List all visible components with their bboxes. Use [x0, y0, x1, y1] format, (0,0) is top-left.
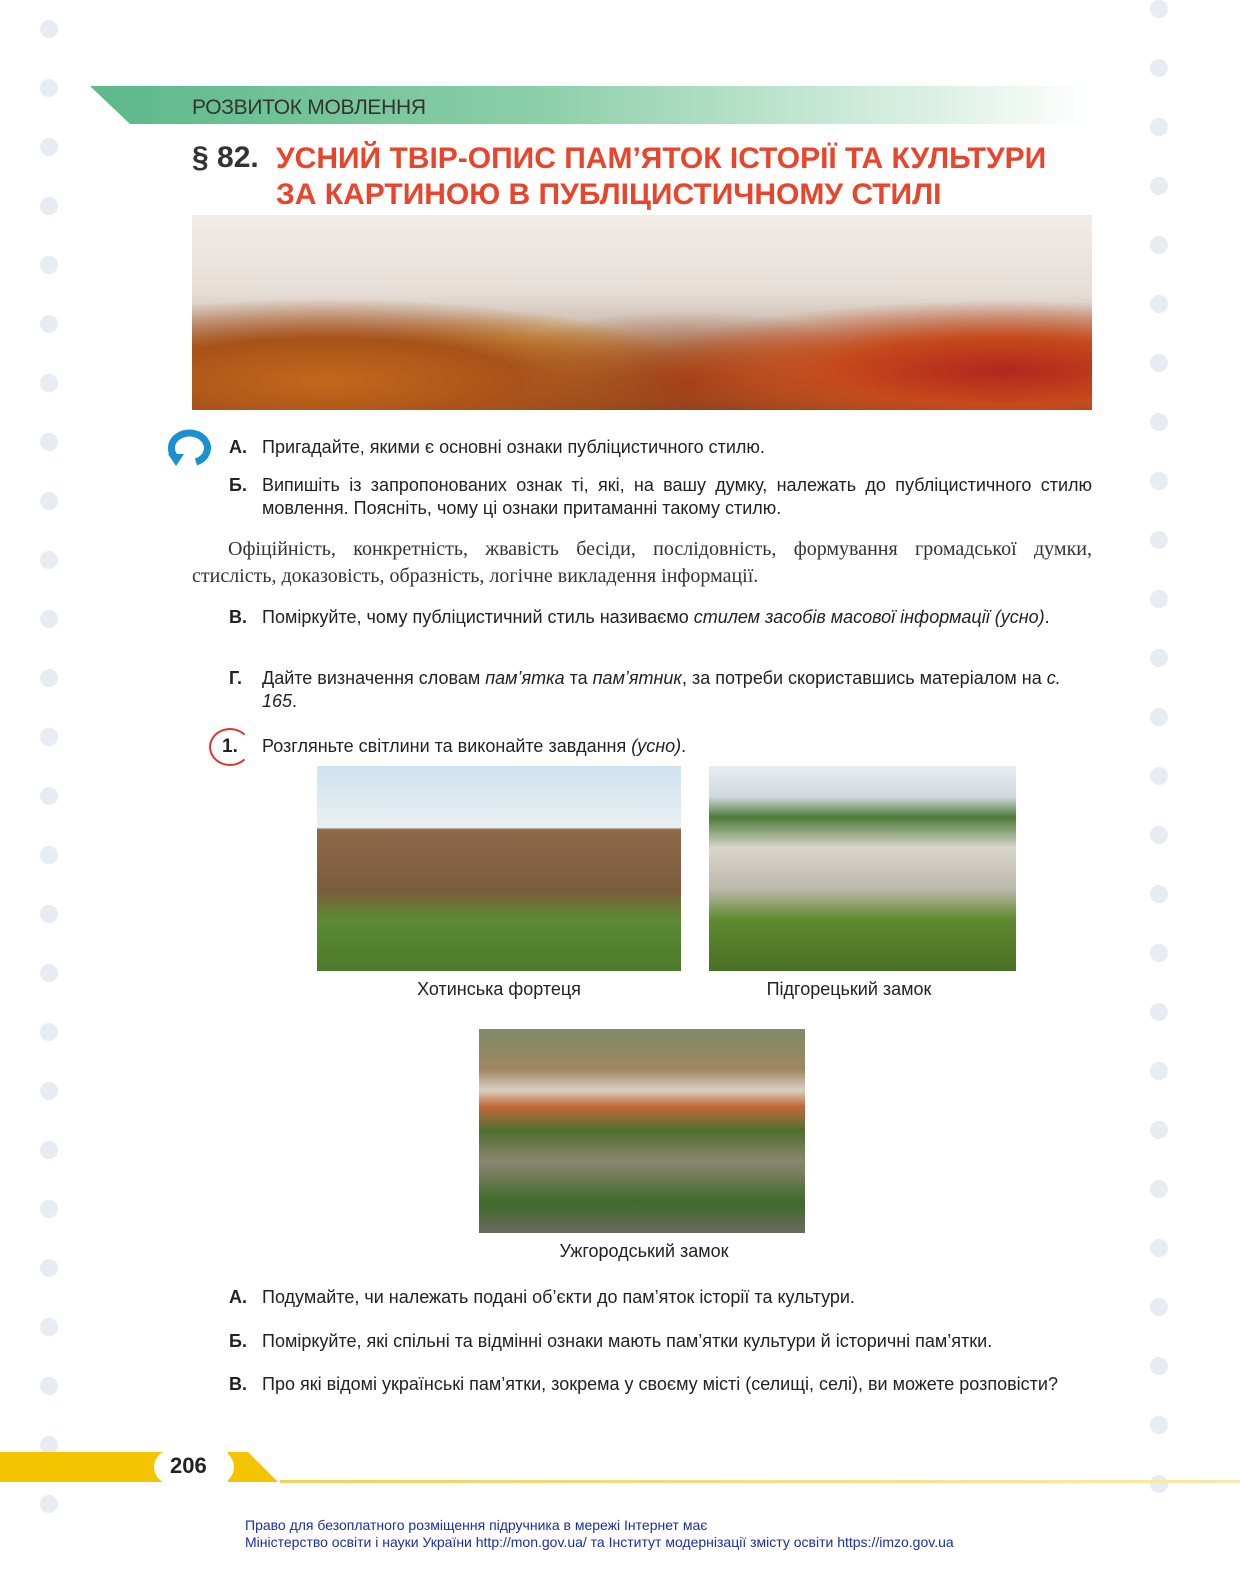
watermark-logo-icon — [40, 787, 58, 805]
features-text: Офіційність, конкретність, жвавість бесіди, послідовність, формування громадської думки, стислість, доказовість, образність, логічне викладення інформації. — [192, 538, 1092, 587]
task-text: Пригадайте, якими є основні ознаки публіцистичного стилю. — [262, 437, 765, 457]
watermark-logo-icon — [40, 905, 58, 923]
footer-divider — [280, 1480, 1240, 1483]
watermark-logo-icon — [1150, 885, 1168, 903]
task-label: Б. — [229, 1331, 247, 1351]
watermark-logo-icon — [1150, 0, 1168, 18]
watermark-logo-icon — [40, 1082, 58, 1100]
watermark-logo-icon — [1150, 767, 1168, 785]
task-label: Б. — [229, 475, 247, 495]
watermark-logo-icon — [1150, 531, 1168, 549]
repeat-icon — [166, 428, 216, 468]
watermark-logo-icon — [40, 551, 58, 569]
task-text: Про які відомі українські пам’ятки, зокрема у своєму місті (селищі, селі), ви можете розповісти? — [262, 1374, 1058, 1394]
watermark-logo-icon — [40, 964, 58, 982]
task-label: В. — [229, 1374, 247, 1394]
task-text: Поміркуйте, чому публіцистичний стиль називаємо стилем засобів масової інформації (усно). — [262, 607, 1050, 627]
watermark-logo-icon — [1150, 1357, 1168, 1375]
task-label: А. — [229, 437, 247, 457]
watermark-logo-icon — [1150, 1416, 1168, 1434]
watermark-logo-icon — [1150, 354, 1168, 372]
watermark-logo-icon — [1150, 59, 1168, 77]
watermark-logo-icon — [40, 846, 58, 864]
watermark-logo-icon — [1150, 1298, 1168, 1316]
watermark-logo-icon — [40, 20, 58, 38]
watermark-logo-icon — [1150, 1239, 1168, 1257]
photo-caption: Підгорецький замок — [766, 979, 932, 999]
watermark-logo-icon — [1150, 826, 1168, 844]
watermark-logo-icon — [40, 669, 58, 687]
footer-line: Право для безоплатного розміщення підручника в мережі Інтернет має — [245, 1517, 708, 1533]
watermark-logo-icon — [40, 1200, 58, 1218]
watermark-logo-icon — [1150, 708, 1168, 726]
photo-caption: Хотинська фортеця — [417, 979, 581, 999]
watermark-logo-icon — [40, 1377, 58, 1395]
watermark-logo-icon — [1150, 295, 1168, 313]
exercise-number: 1. — [209, 728, 251, 766]
photo-caption: Ужгородський замок — [559, 1241, 729, 1261]
watermark-logo-icon — [40, 1023, 58, 1041]
watermark-logo-icon — [40, 1259, 58, 1277]
task-label: В. — [229, 607, 247, 627]
watermark-logo-icon — [1150, 1121, 1168, 1139]
task-text: Дайте визначення словам пам’ятка та пам’ятник, за потреби скориставшись матеріалом на с. 165. — [262, 668, 1061, 711]
photo-khotyn-fortress — [317, 766, 681, 971]
watermark-logo-icon — [1150, 1062, 1168, 1080]
task-text: Поміркуйте, які спільні та відмінні ознаки мають пам’ятки культури й історичні пам’ятки. — [262, 1331, 993, 1351]
paragraph-number: § 82. — [192, 141, 259, 174]
photo-pidhirtsi-castle — [709, 766, 1016, 971]
task-label: А. — [229, 1287, 247, 1307]
page-number: 206 — [154, 1450, 234, 1484]
watermark-logo-icon — [40, 315, 58, 333]
watermark-logo-icon — [1150, 118, 1168, 136]
watermark-logo-icon — [1150, 649, 1168, 667]
page-title — [276, 141, 1092, 213]
watermark-logo-icon — [1150, 590, 1168, 608]
watermark-logo-icon — [40, 610, 58, 628]
watermark-logo-icon — [40, 728, 58, 746]
watermark-logo-icon — [40, 374, 58, 392]
task-label: Г. — [229, 668, 242, 688]
watermark-logo-icon — [40, 79, 58, 97]
page-bar — [0, 1452, 170, 1482]
section-title: РОЗВИТОК МОВЛЕННЯ — [192, 96, 426, 119]
watermark-logo-icon — [1150, 177, 1168, 195]
watermark-logo-icon — [40, 1495, 58, 1513]
footer-notice — [245, 1517, 954, 1551]
task-text: Подумайте, чи належать подані об’єкти до пам’яток історії та культури. — [262, 1287, 855, 1307]
exercise-text: Розгляньте світлини та виконайте завдання (усно). — [262, 736, 687, 756]
watermark-logo-icon — [40, 492, 58, 510]
watermark-logo-icon — [40, 138, 58, 156]
watermark-logo-icon — [40, 1318, 58, 1336]
watermark-logo-icon — [40, 1141, 58, 1159]
photo-uzhhorod-castle — [479, 1029, 805, 1233]
watermark-logo-icon — [40, 433, 58, 451]
watermark-logo-icon — [1150, 1180, 1168, 1198]
banner-painting — [192, 215, 1092, 410]
watermark-logo-icon — [40, 197, 58, 215]
title-line-2: ЗА КАРТИНОЮ В ПУБЛІЦИСТИЧНОМУ СТИЛІ — [276, 178, 942, 211]
task-text: Випишіть із запропонованих ознак ті, які, на вашу думку, належать до публіцистичного стилю мовлення. Поясніть, чому ці ознаки притаманні такому стилю. — [262, 475, 1092, 518]
watermark-logo-icon — [1150, 1475, 1168, 1493]
watermark-logo-icon — [1150, 236, 1168, 254]
footer-line: Міністерство освіти і науки України http://mon.gov.ua/ та Інститут модернізації змісту освіти https://imzo.gov.ua — [245, 1534, 954, 1550]
watermark-logo-icon — [40, 256, 58, 274]
watermark-logo-icon — [1150, 1003, 1168, 1021]
watermark-logo-icon — [1150, 944, 1168, 962]
title-line-1: УСНИЙ ТВІР-ОПИС ПАМ’ЯТОК ІСТОРІЇ ТА КУЛЬТУРИ — [276, 142, 1047, 175]
page-bar-tip — [228, 1452, 278, 1482]
watermark-logo-icon — [1150, 413, 1168, 431]
watermark-logo-icon — [1150, 472, 1168, 490]
